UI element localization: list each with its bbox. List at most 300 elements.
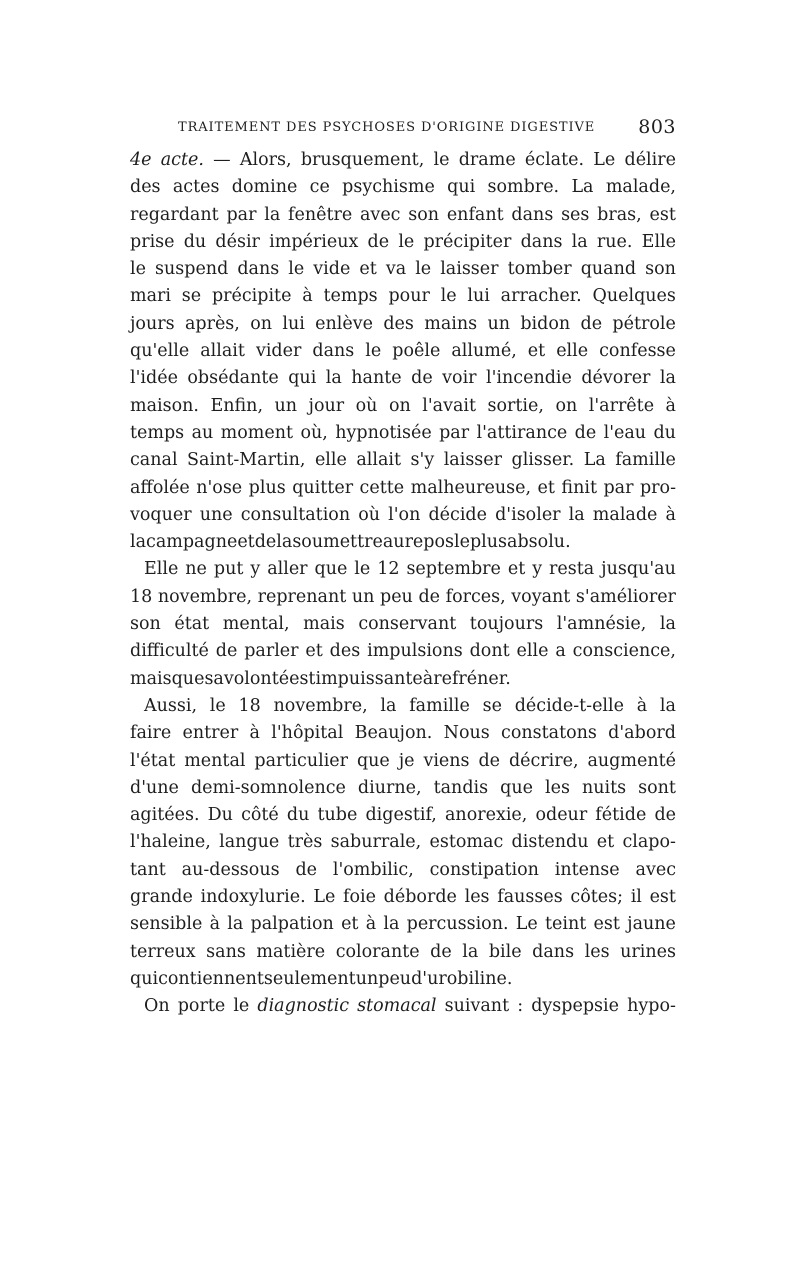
word: colorante [335, 941, 420, 962]
word: l'ombilic, [332, 859, 414, 880]
word: put [213, 559, 244, 580]
word: La [571, 177, 594, 198]
word: et [527, 341, 546, 362]
word: se [181, 286, 202, 307]
word: langue [219, 832, 280, 853]
word: dans [237, 259, 280, 280]
word: et [341, 914, 359, 935]
word: que [171, 668, 205, 689]
word: conservant [358, 614, 457, 635]
word: enlève [315, 313, 373, 334]
word: clapo- [622, 832, 676, 853]
word: 18 [238, 695, 261, 716]
word: il [630, 887, 642, 908]
word: agitées. [130, 805, 200, 826]
page-header [134, 116, 676, 142]
word: elle [516, 641, 549, 662]
word: mains [424, 313, 478, 334]
word: de [580, 313, 603, 334]
word: cette [359, 477, 405, 498]
word: Beaujon. [354, 723, 433, 744]
word: l'haleine, [130, 832, 211, 853]
word: Enfin, [210, 395, 264, 416]
word: laisser [440, 259, 499, 280]
word: du [653, 422, 676, 443]
word: sont [638, 777, 676, 798]
word: son [645, 259, 676, 280]
word: tomber [507, 259, 572, 280]
word: Saint-Martin, [187, 450, 306, 471]
word: d'une [130, 777, 179, 798]
word: de [574, 422, 597, 443]
word: à [302, 286, 313, 307]
word: Alors, [239, 150, 292, 170]
word: obsédante [187, 368, 279, 389]
word: la [462, 941, 479, 962]
word: la [325, 368, 342, 389]
word: anorexie, [444, 805, 528, 826]
word: Elle [144, 559, 179, 580]
word: décrire, [508, 750, 579, 771]
word: jours [130, 313, 175, 334]
word: la [383, 914, 400, 935]
word: un [351, 586, 375, 607]
word: n'ose [196, 477, 243, 498]
text-line [130, 614, 676, 641]
word: l'incendie [486, 368, 572, 389]
word: jusqu'au [601, 559, 676, 580]
text-line [130, 587, 676, 614]
word: au-dessous [181, 859, 280, 880]
word: le [433, 150, 450, 170]
text-line [130, 696, 676, 723]
word: des [329, 641, 361, 662]
word: et [537, 477, 555, 498]
word: 18 [130, 586, 153, 607]
word: malade, [605, 177, 676, 198]
word: allait [200, 341, 245, 362]
word: à [636, 695, 648, 716]
word: est [593, 914, 620, 935]
text-line [130, 778, 676, 805]
word: poêle [392, 341, 441, 362]
word: se [482, 695, 502, 716]
word: la [659, 614, 676, 635]
word: laisser [443, 450, 503, 471]
text-line [130, 996, 676, 1023]
word: s'améliorer [575, 586, 676, 607]
word: est [649, 204, 676, 225]
text-line [130, 150, 676, 177]
word: odeur [535, 805, 588, 826]
word: Elle [641, 231, 676, 252]
word: la [227, 914, 244, 935]
word: glisser. [511, 450, 575, 471]
word: malheureuse, [410, 477, 532, 498]
word: jour [308, 395, 345, 416]
word: jaune [627, 914, 676, 935]
word: que [314, 559, 348, 580]
word: impulsions [367, 641, 463, 662]
word: dévorer [581, 368, 651, 389]
word: la [568, 504, 585, 525]
word: 4e [130, 150, 152, 170]
text-line [130, 532, 676, 559]
word: le [354, 559, 371, 580]
word: sa [204, 668, 224, 689]
word: famille [409, 695, 470, 716]
text-line [130, 860, 676, 887]
word: fausses [497, 887, 563, 908]
word: l'idée [130, 368, 178, 389]
word: l'hôpital [271, 723, 344, 744]
text-line [130, 969, 676, 996]
word: de [254, 532, 277, 553]
word: soumettre [292, 532, 383, 553]
word: famille [615, 450, 676, 471]
word: particulier [254, 750, 349, 771]
word: et [507, 559, 526, 580]
word: arracher. [500, 286, 582, 307]
word: diurne, [357, 777, 422, 798]
word: sensible [130, 914, 203, 935]
word: difficulté [130, 641, 209, 662]
word: déborde [383, 887, 457, 908]
word: où [358, 504, 381, 525]
word: estomac [429, 832, 504, 853]
word: le [454, 532, 470, 553]
word: parler [244, 641, 299, 662]
word: l'on [388, 504, 421, 525]
word: dyspepsie [531, 996, 619, 1017]
word: toujours [469, 614, 544, 635]
word: peu [380, 586, 413, 607]
word: fenêtre [288, 204, 353, 225]
word: dans [312, 341, 355, 362]
word: qui [447, 177, 476, 198]
word: pour [388, 286, 430, 307]
word: l'arrête [588, 395, 655, 416]
word: enfant [446, 204, 504, 225]
word: des [130, 177, 161, 198]
word: l'eau [603, 422, 647, 443]
word: canal [130, 450, 178, 471]
word: vider [255, 341, 302, 362]
word: mais [130, 668, 172, 689]
word: s'y [410, 450, 435, 471]
word: que [356, 750, 390, 771]
word: absolu. [507, 532, 571, 553]
word: vide [313, 259, 351, 280]
text-line [130, 341, 676, 368]
text-line [130, 669, 676, 696]
word: rue. [596, 231, 633, 252]
word: foie [343, 887, 376, 908]
word: nuits [581, 777, 627, 798]
text-line [130, 805, 676, 832]
text-line [130, 423, 676, 450]
word: suivant [444, 996, 510, 1017]
word: digestif, [365, 805, 437, 826]
text-line [130, 832, 676, 859]
word: volonté [223, 668, 290, 689]
word: Le [593, 150, 616, 170]
word: d'abord [608, 723, 676, 744]
word: à [665, 504, 676, 525]
word: la [264, 204, 281, 225]
word: porte [177, 996, 226, 1017]
word: regardant [130, 204, 219, 225]
word: par [226, 204, 257, 225]
text-line [130, 887, 676, 914]
word: Le [515, 914, 538, 935]
body-text [130, 150, 676, 1024]
word: hante [351, 368, 402, 389]
word: le [365, 341, 382, 362]
word: précipiter [423, 231, 512, 252]
word: de [411, 368, 433, 389]
word: tube [317, 805, 358, 826]
word: très [287, 832, 323, 853]
text-line [130, 751, 676, 778]
word: y [532, 559, 543, 580]
word: le [233, 996, 250, 1017]
word: psychisme [342, 177, 435, 198]
word: pétrole [612, 313, 676, 334]
word: va [385, 259, 407, 280]
word: dans [511, 204, 554, 225]
word: pro- [639, 477, 676, 498]
word: voir [442, 368, 477, 389]
word: hypo- [627, 996, 676, 1017]
word: novembre, [157, 586, 253, 607]
text-line [130, 942, 676, 969]
word: décide-t-elle [514, 695, 624, 716]
word: voyant [511, 586, 571, 607]
word: refréner. [433, 668, 511, 689]
word: quitter [292, 477, 354, 498]
word: mari [130, 286, 171, 307]
word: 12 [377, 559, 400, 580]
page-number: 803 [638, 116, 676, 138]
word: peu [378, 968, 412, 989]
word: son [130, 614, 161, 635]
word: temps [323, 286, 378, 307]
word: drame [458, 150, 516, 170]
word: campagne [146, 532, 238, 553]
word: et [359, 259, 377, 280]
word: La [583, 450, 606, 471]
word: l'attirance [476, 422, 568, 443]
word: brusquement, [300, 150, 425, 170]
word: stomacal [357, 996, 437, 1017]
word: viens [423, 750, 470, 771]
word: avec [360, 204, 401, 225]
word: y [250, 559, 261, 580]
word: est [289, 668, 316, 689]
word: de [478, 750, 501, 771]
word: dont [469, 641, 510, 662]
word: resta [549, 559, 595, 580]
word: au [382, 532, 405, 553]
word: teint [545, 914, 587, 935]
word: confesse [599, 341, 676, 362]
word: de [430, 941, 452, 962]
word: Nous [443, 723, 490, 744]
word: son [408, 204, 440, 225]
word: mental [184, 750, 246, 771]
word: et [596, 832, 615, 853]
word: distendu [511, 832, 589, 853]
word: urines [620, 941, 676, 962]
word: faire [130, 723, 172, 744]
word: acte. [160, 150, 204, 170]
word: où, [300, 422, 328, 443]
word: forces, [445, 586, 506, 607]
word: affolée [130, 477, 190, 498]
word: désir [215, 231, 260, 252]
text-line [130, 723, 676, 750]
word: qui [288, 368, 317, 389]
word: les [544, 777, 570, 798]
word: le [440, 286, 457, 307]
word: à [365, 914, 377, 935]
word: par [603, 477, 634, 498]
word: tant [130, 859, 166, 880]
word: côté [241, 805, 279, 826]
word: je [398, 750, 415, 771]
word: lui [282, 313, 305, 334]
word: ses [561, 204, 590, 225]
word: temps [130, 422, 185, 443]
word: un [274, 395, 298, 416]
word: à [249, 723, 260, 744]
word: l'avait [422, 395, 477, 416]
word: aller [267, 559, 308, 580]
text-line [130, 314, 676, 341]
word: et [305, 641, 323, 662]
word: de [295, 859, 317, 880]
word: diagnostic [257, 996, 350, 1017]
word: bidon [520, 313, 571, 334]
word: du [183, 231, 207, 252]
text-line [130, 259, 676, 286]
word: on [555, 395, 578, 416]
word: plus [469, 532, 508, 553]
word: les [464, 887, 490, 908]
text-line [130, 232, 676, 259]
word: sans [206, 941, 246, 962]
word: côtes; [570, 887, 623, 908]
word: la [659, 695, 676, 716]
text-line [130, 641, 676, 668]
word: : [517, 996, 524, 1017]
word: repos [404, 532, 455, 553]
word: suspend [155, 259, 229, 280]
word: lui [467, 286, 490, 307]
word: à [422, 668, 434, 689]
word: qu'elle [130, 341, 190, 362]
word: fétide [595, 805, 647, 826]
word: le [130, 259, 146, 280]
word: par [439, 422, 470, 443]
word: plus [248, 477, 286, 498]
word: la [130, 532, 147, 553]
word: — [213, 150, 231, 170]
word: que [500, 777, 533, 798]
word: grande [130, 887, 193, 908]
word: les [584, 941, 610, 962]
word: d'urobiline. [411, 968, 513, 989]
word: indoxylurie. [200, 887, 306, 908]
word: septembre [406, 559, 501, 580]
text-line [130, 505, 676, 532]
word: à [665, 395, 676, 416]
word: ne [185, 559, 207, 580]
word: la [380, 695, 397, 716]
word: palpation [250, 914, 334, 935]
word: entrer [182, 723, 239, 744]
word: reprenant [257, 586, 347, 607]
word: Quelques [592, 286, 676, 307]
word: Le [313, 887, 336, 908]
word: d'isoler [495, 504, 561, 525]
running-head: TRAITEMENT DES PSYCHOSES D'ORIGINE DIGESTIVE [178, 120, 596, 135]
text-line [130, 286, 676, 313]
word: mental, [222, 614, 290, 635]
word: impuissante [315, 668, 423, 689]
word: moment [220, 422, 294, 443]
word: mais [303, 614, 345, 635]
word: elle [556, 341, 589, 362]
word: saburrale, [330, 832, 422, 853]
word: la [659, 368, 676, 389]
word: domine [231, 177, 298, 198]
word: le [415, 259, 432, 280]
text-line [130, 368, 676, 395]
text-line [130, 914, 676, 941]
word: ce [309, 177, 330, 198]
word: décide [428, 504, 487, 525]
word: de [654, 805, 676, 826]
word: dans [520, 231, 563, 252]
word: un [487, 313, 510, 334]
word: à [209, 914, 221, 935]
word: du [286, 805, 310, 826]
word: dans [532, 941, 575, 962]
word: le [288, 259, 305, 280]
word: contiennent [158, 968, 264, 989]
word: une [199, 504, 233, 525]
word: constipation [429, 859, 539, 880]
word: allait [356, 450, 402, 471]
word: on [250, 313, 272, 334]
text-line [130, 478, 676, 505]
word: intense [554, 859, 620, 880]
word: tandis [433, 777, 489, 798]
word: sombre. [487, 177, 560, 198]
word: demi-somnolence [190, 777, 346, 798]
word: est [649, 887, 676, 908]
word: de [418, 586, 440, 607]
word: où [355, 395, 378, 416]
word: éclate. [524, 150, 585, 170]
word: et [237, 532, 255, 553]
word: l'amnésie, [556, 614, 647, 635]
word: le [209, 695, 226, 716]
word: avec [635, 859, 676, 880]
word: seulement [263, 968, 356, 989]
